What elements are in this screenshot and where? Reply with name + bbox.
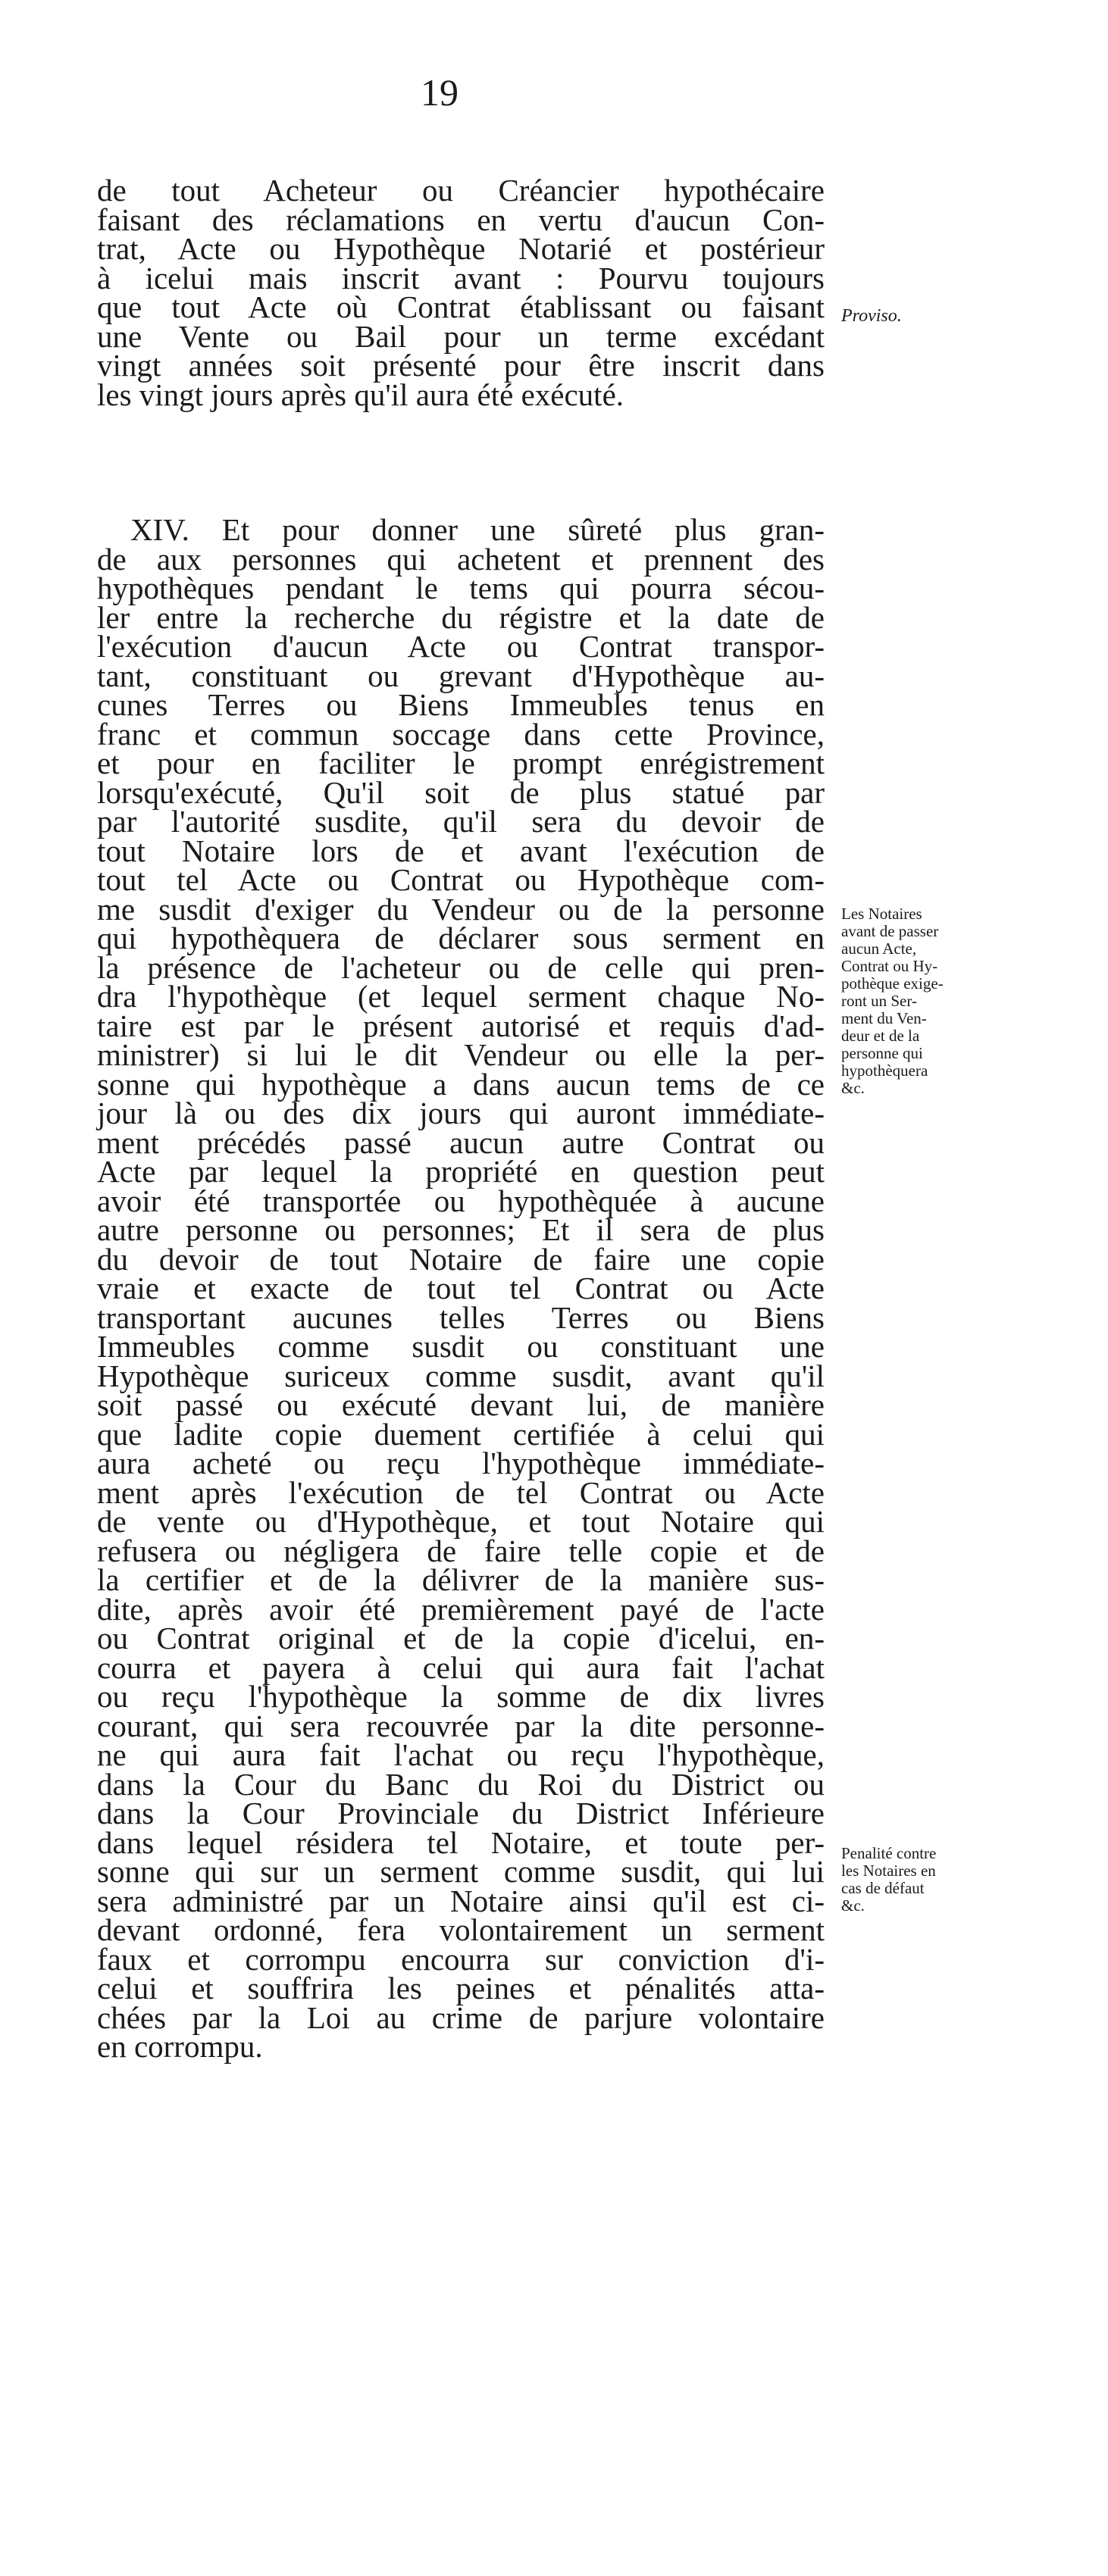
margin-note-line: &c. xyxy=(841,1896,865,1915)
text-line: sonne qui hypothèque a dans aucun tems de ce xyxy=(97,1066,825,1102)
text-line: tout Notaire lors de et avant l'exécution de xyxy=(97,833,825,868)
page-number: 19 xyxy=(421,71,459,114)
text-line: chées par la Loi au crime de parjure volontaire xyxy=(97,1999,825,2035)
paragraph-continuation xyxy=(97,173,825,412)
text-line: avoir été transportée ou hypothèquée à aucune xyxy=(97,1183,825,1218)
margin-note-penalite xyxy=(841,1845,1000,1915)
text-line: et pour en faciliter le prompt enrégistrement xyxy=(97,746,825,780)
margin-note-line: ront un Ser- xyxy=(841,992,917,1010)
margin-note-line: les Notaires en xyxy=(841,1862,936,1880)
margin-note-line: Contrat ou Hy- xyxy=(841,957,938,975)
text-line: lorsqu'exécuté, Qu'il soit de plus statué par xyxy=(97,774,825,810)
text-line: vingt années soit présenté pour être inscrit dans xyxy=(97,348,825,383)
text-line: devant ordonné, fera volontairement un serment xyxy=(97,1912,825,1947)
text-line: dra l'hypothèque (et lequel serment chaque No- xyxy=(97,979,825,1014)
text-line: ne qui aura fait l'achat ou reçu l'hypothèque, xyxy=(97,1737,825,1772)
text-line: courant, qui sera recouvrée par la dite personne- xyxy=(97,1708,825,1743)
text-line: faux et corrompu encourra sur conviction d'i- xyxy=(97,1941,825,1977)
text-line: de vente ou d'Hypothèque, et tout Notaire qui xyxy=(97,1504,825,1539)
margin-note-notaires xyxy=(841,905,1000,1097)
text-line: ment après l'exécution de tel Contrat ou Acte xyxy=(97,1474,825,1510)
text-line: autre personne ou personnes; Et il sera de plus xyxy=(97,1212,825,1247)
text-line: tant, constituant ou grevant d'Hypothèque au- xyxy=(97,658,825,693)
margin-note-line: ment du Ven- xyxy=(841,1009,927,1027)
text-line: ment précédés passé aucun autre Contrat ou xyxy=(97,1124,825,1160)
text-line: dans la Cour Provinciale du District Inférieure xyxy=(97,1796,825,1830)
text-line: faisant des réclamations en vertu d'aucun Con- xyxy=(97,202,825,237)
text-line: les vingt jours après qu'il aura été exécuté. xyxy=(97,377,624,412)
text-line: trat, Acte ou Hypothèque Notarié et postérieur xyxy=(97,231,825,266)
margin-note-line: cas de défaut xyxy=(841,1879,925,1897)
text-line: en corrompu. xyxy=(97,2029,263,2064)
text-line: franc et commun soccage dans cette Province, xyxy=(97,716,825,752)
text-line: aura acheté ou reçu l'hypothèque immédiate- xyxy=(97,1446,825,1480)
text-line: une Vente ou Bail pour un terme excédant xyxy=(97,318,825,354)
text-line: courra et payera à celui qui aura fait l'achat xyxy=(97,1649,825,1685)
text-line: sera administré par un Notaire ainsi qu'il est ci- xyxy=(97,1883,825,1918)
text-line: de tout Acheteur ou Créancier hypothécaire xyxy=(97,173,825,208)
margin-note-line: avant de passer xyxy=(841,922,939,940)
text-line: ler entre la recherche du régistre et la date de xyxy=(97,599,825,635)
text-line: Immeubles comme susdit ou constituant une xyxy=(97,1329,825,1364)
text-line: XIV. Et pour donner une sûreté plus gran- xyxy=(130,512,825,547)
text-line: Acte par lequel la propriété en question peut xyxy=(97,1154,825,1189)
margin-note-proviso: Proviso. xyxy=(841,306,902,326)
text-line: ou Contrat original et de la copie d'icelui, en- xyxy=(97,1621,825,1655)
text-line: que tout Acte où Contrat établissant ou faisant xyxy=(97,289,825,324)
paragraph-xiv xyxy=(97,512,825,2064)
text-line: dans la Cour du Banc du Roi du District ou xyxy=(97,1766,825,1802)
text-line: du devoir de tout Notaire de faire une copie xyxy=(97,1241,825,1277)
margin-note-line: Les Notaires xyxy=(841,905,922,923)
text-line: ministrer) si lui le dit Vendeur ou elle la per- xyxy=(97,1037,825,1072)
margin-note-line: &c. xyxy=(841,1079,865,1097)
text-line: qui hypothèquera de déclarer sous serment en xyxy=(97,921,825,955)
text-line: celui et souffrira les peines et pénalités atta- xyxy=(97,1971,825,2005)
text-line: par l'autorité susdite, qu'il sera du devoir de xyxy=(97,804,825,839)
text-line: de aux personnes qui achetent et prennent des xyxy=(97,541,825,577)
text-line: ou reçu l'hypothèque la somme de dix livres xyxy=(97,1679,825,1714)
margin-note-line: personne qui xyxy=(841,1044,923,1062)
text-line: cunes Terres ou Biens Immeubles tenus en xyxy=(97,687,825,722)
margin-note-line: hypothèquera xyxy=(841,1061,928,1080)
text-line: sonne qui sur un serment comme susdit, qui lui xyxy=(97,1854,825,1889)
text-line: transportant aucunes telles Terres ou Biens xyxy=(97,1299,825,1335)
text-line: à icelui mais inscrit avant : Pourvu toujours xyxy=(97,260,825,295)
margin-note-line: Penalité contre xyxy=(841,1844,937,1862)
margin-note-line: pothèque exige- xyxy=(841,974,944,993)
text-line: soit passé ou exécuté devant lui, de manière xyxy=(97,1387,825,1422)
text-line: taire est par le présent autorisé et requis d'ad- xyxy=(97,1008,825,1043)
text-line: Hypothèque suriceux comme susdit, avant qu'il xyxy=(97,1358,825,1393)
text-line: jour là ou des dix jours qui auront immédiate- xyxy=(97,1096,825,1130)
text-line: l'exécution d'aucun Acte ou Contrat transpor- xyxy=(97,629,825,664)
text-line: hypothèques pendant le tems qui pourra sécou- xyxy=(97,571,825,605)
text-line: me susdit d'exiger du Vendeur ou de la personne xyxy=(97,891,825,927)
margin-note-line: deur et de la xyxy=(841,1027,920,1045)
text-line: dans lequel résidera tel Notaire, et toute per- xyxy=(97,1824,825,1860)
text-line: vraie et exacte de tout tel Contrat ou Acte xyxy=(97,1271,825,1305)
text-line: refusera ou négligera de faire telle copie et de xyxy=(97,1533,825,1568)
text-line: que ladite copie duement certifiée à celui qui xyxy=(97,1416,825,1452)
text-line: dite, après avoir été premièrement payé de l'acte xyxy=(97,1591,825,1627)
text-line: la certifier et de la délivrer de la manière sus- xyxy=(97,1562,825,1597)
margin-note-line: aucun Acte, xyxy=(841,939,917,958)
text-line: tout tel Acte ou Contrat ou Hypothèque com- xyxy=(97,862,825,897)
text-line: la présence de l'acheteur ou de celle qui pren- xyxy=(97,949,825,985)
